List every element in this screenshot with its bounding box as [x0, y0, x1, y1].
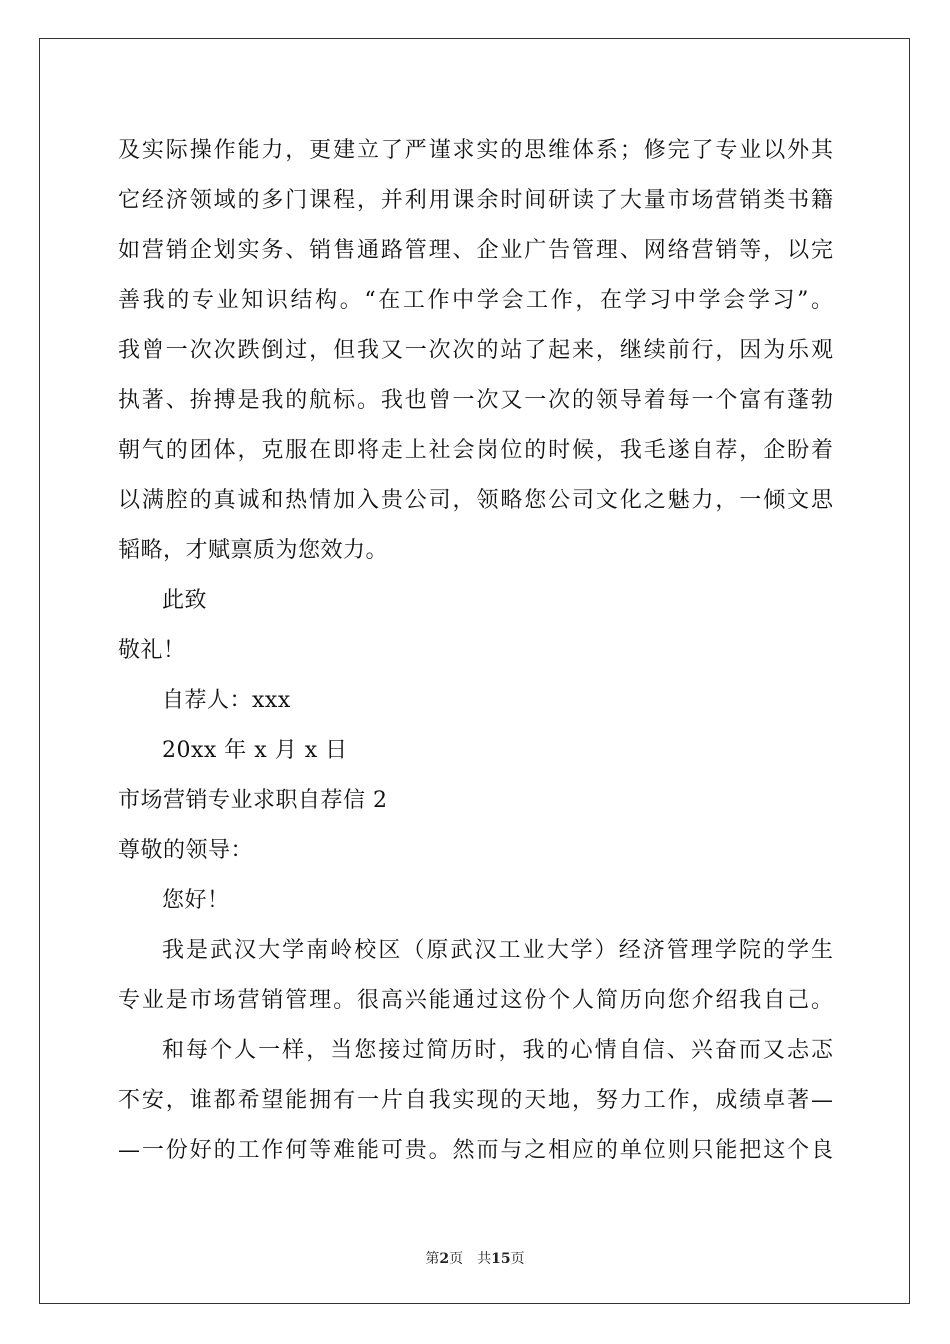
paragraph-line: 善我的专业知识结构。“在工作中学会工作，在学习中学会学习”。 [118, 288, 833, 313]
paragraph-line: —一份好的工作何等难能可贵。然而与之相应的单位则只能把这个良 [118, 1138, 833, 1163]
closing-regards: 敬礼！ [118, 638, 186, 663]
paragraph-line: 朝气的团体，克服在即将走上社会岗位的时候，我毛遂自荐，企盼着 [118, 438, 833, 463]
letter-date: 20xx 年 x 月 x 日 [162, 738, 348, 763]
greeting: 您好！ [162, 888, 230, 913]
section-title: 市场营销专业求职自荐信 2 [118, 788, 388, 813]
total-prefix: 共 [477, 1251, 492, 1267]
paragraph-line: 我是武汉大学南岭校区（原武汉工业大学）经济管理学院的学生 [162, 938, 833, 963]
total-suffix: 页 [510, 1251, 525, 1267]
paragraph-line: 执著、拚搏是我的航标。我也曾一次又一次的领导着每一个富有蓬勃 [118, 388, 833, 413]
paragraph-line: 专业是市场营销管理。很高兴能通过这份个人简历向您介绍我自己。 [118, 988, 833, 1013]
page-total: 15 [491, 1251, 511, 1267]
paragraph-line: 以满腔的真诚和热情加入贵公司，领略您公司文化之魅力，一倾文思 [118, 488, 833, 513]
salutation: 尊敬的领导： [118, 838, 254, 863]
paragraph-line: 及实际操作能力，更建立了严谨求实的思维体系；修完了专业以外其 [118, 138, 833, 163]
signature: 自荐人：xxx [162, 688, 291, 713]
paragraph-line: 和每个人一样，当您接过简历时，我的心情自信、兴奋而又忐忑 [162, 1038, 833, 1063]
page-prefix: 第 [425, 1251, 440, 1267]
paragraph-line: 我曾一次次跌倒过，但我又一次次的站了起来，继续前行，因为乐观 [118, 338, 833, 363]
page-footer [0, 1248, 950, 1268]
paragraph-line: 不安，谁都希望能拥有一片自我实现的天地，努力工作，成绩卓著— [118, 1088, 833, 1113]
page-suffix: 页 [449, 1251, 464, 1267]
document-body [118, 126, 833, 1176]
paragraph-line: 韬略，才赋禀质为您效力。 [118, 538, 389, 563]
paragraph-line: 如营销企划实务、销售通路管理、企业广告管理、网络营销等，以完 [118, 238, 833, 263]
paragraph-line: 它经济领域的多门课程，并利用课余时间研读了大量市场营销类书籍 [118, 188, 833, 213]
closing-salutation: 此致 [162, 588, 208, 613]
page-number: 2 [439, 1251, 450, 1267]
